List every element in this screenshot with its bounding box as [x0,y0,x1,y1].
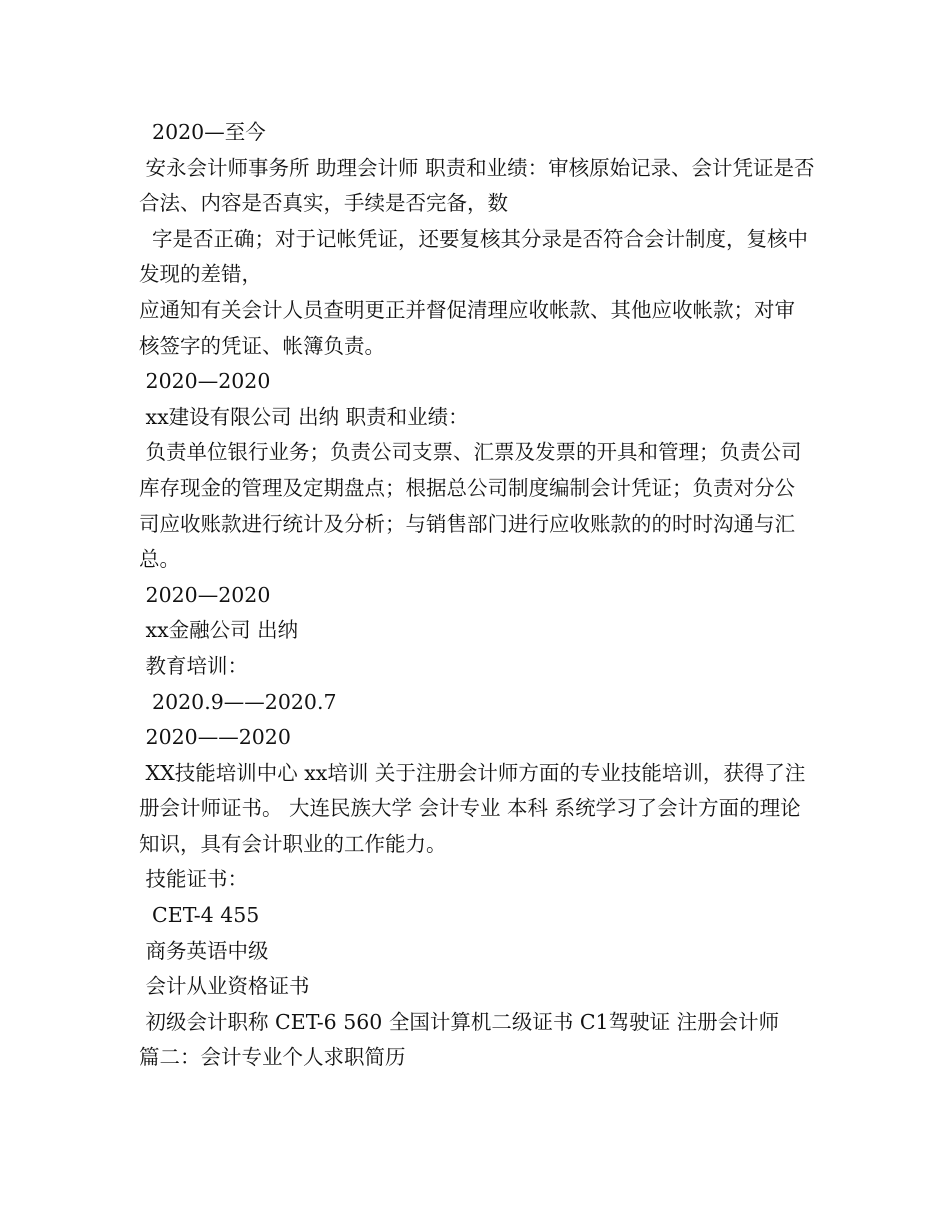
education-paragraph: XX技能培训中心 xx培训 关于注册会计师方面的专业技能培训，获得了注册会计师证书。 大连民族大学 会计专业 本科 系统学习了会计方面的理论知识，具有会计职业的工作能力。 [139,760,806,856]
job-description-paragraph: 应通知有关会计人员查明更正并督促清理应收帐款、其他应收帐款；对审核签字的凭证、帐簿负责。 [139,297,795,358]
date-range-line: 2020.9——2020.7 [139,689,337,714]
date-range-line: 2020—2020 [139,369,271,394]
certificate-item: 会计从业资格证书 [139,974,310,999]
job-description-paragraph: 负责单位银行业务；负责公司支票、汇票及发票的开具和管理；负责公司库存现金的管理及定期盘点；根据总公司制度编制会计凭证；负责对分公司应收账款进行统计及分析；与销售部门进行应收账款的的时时沟通与汇总。 [139,440,802,572]
section-heading: 教育培训： [139,653,249,678]
section-heading: 技能证书： [139,867,249,892]
date-range-line: 2020—至今 [139,120,266,144]
date-range-line: 2020——2020 [139,725,291,750]
job-description-paragraph: 字是否正确；对于记帐凭证，还要复核其分录是否符合会计制度，复核中发现的差错， [139,226,809,287]
certificate-item: CET-4 455 [139,903,260,928]
certificate-item: 初级会计职称 CET-6 560 全国计算机二级证书 C1驾驶证 注册会计师 [139,1009,780,1034]
date-range-line: 2020—2020 [139,582,271,607]
job-description-paragraph: 安永会计师事务所 助理会计师 职责和业绩：审核原始记录、会计凭证是否合法、内容是否真实，手续是否完备，数 [139,155,815,216]
section-title: 篇二：会计专业个人求职简历 [139,1045,406,1070]
certificate-item: 商务英语中级 [139,938,269,963]
document-body [139,115,815,1076]
employer-line: xx建设有限公司 出纳 职责和业绩： [139,404,469,429]
employer-line: xx金融公司 出纳 [139,618,299,643]
